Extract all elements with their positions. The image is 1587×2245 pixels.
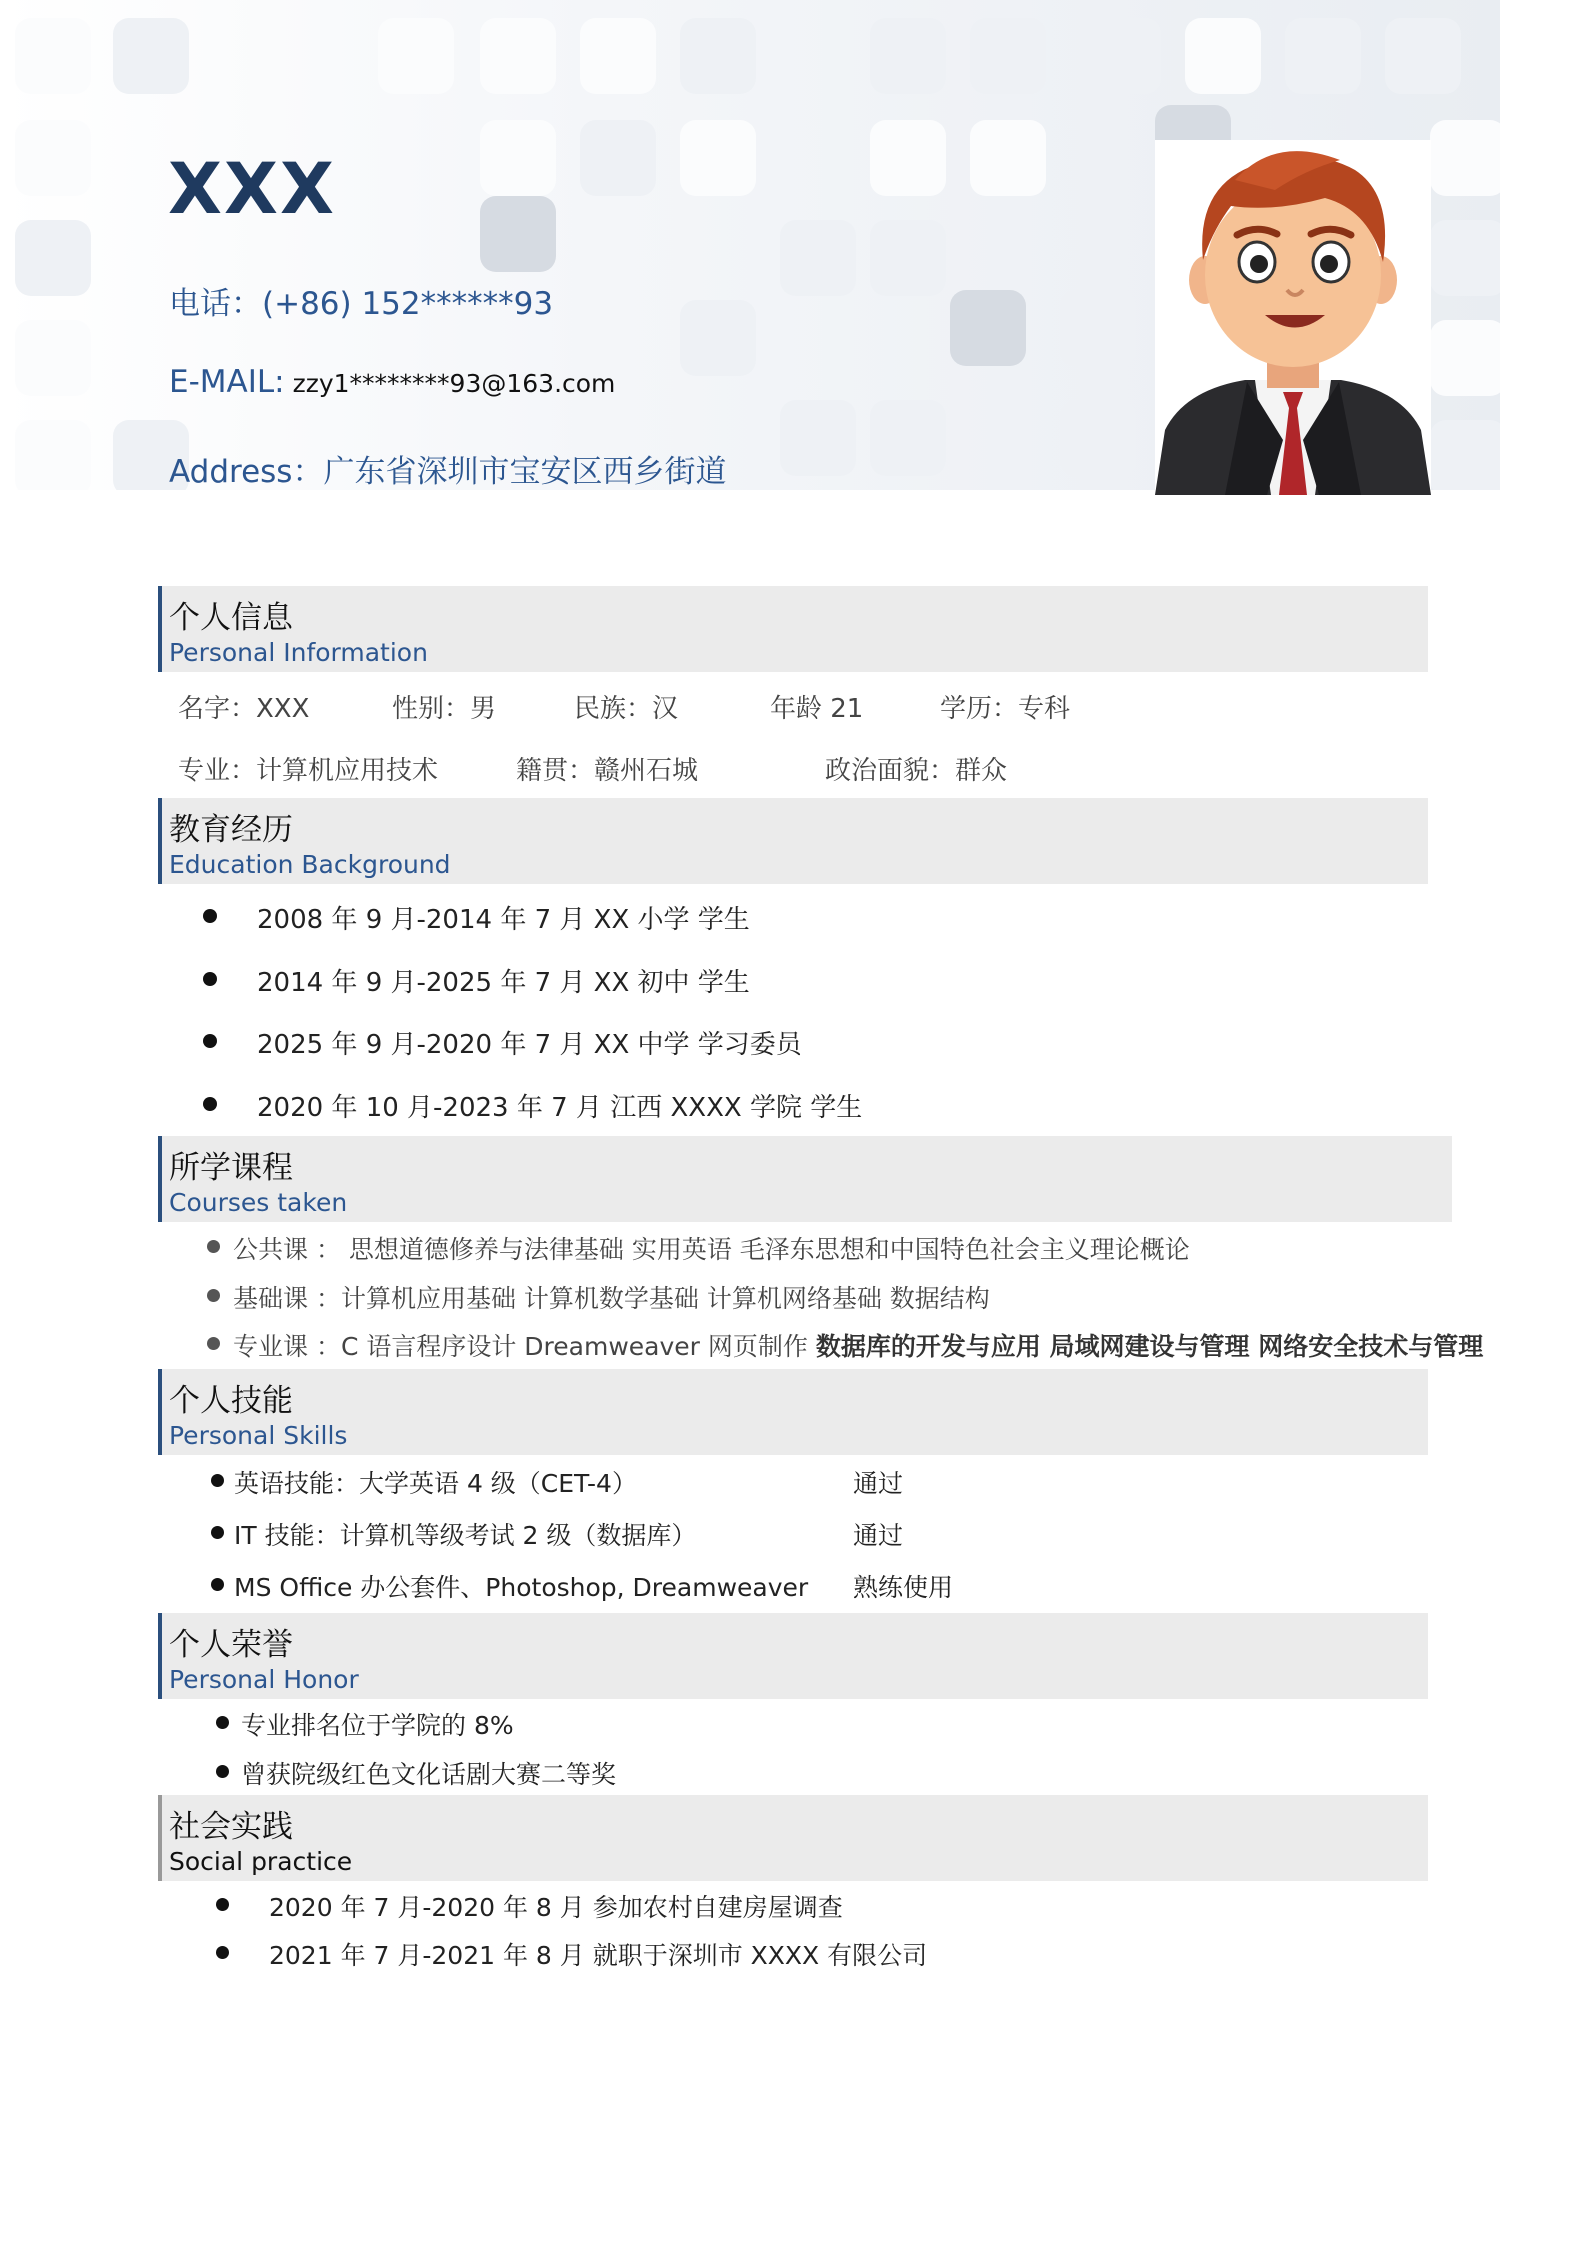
list-item: 2014 年 9 月-2025 年 7 月 XX 初中 学生 <box>257 968 750 998</box>
section-accent-bar <box>158 586 162 672</box>
course-label: 基础课 ： <box>233 1284 341 1313</box>
info-hometown: 籍贯：赣州石城 <box>516 756 699 786</box>
bullet-dot-icon <box>203 1034 217 1048</box>
section-title-zh: 教育经历 <box>169 812 293 848</box>
section-skills <box>158 1369 1428 1455</box>
bullet-dot-icon <box>211 1526 224 1539</box>
course-row-major <box>233 1327 1483 1363</box>
course-highlight: 数据库的开发与应用 局域网建设与管理 网络安全技术与管理 <box>815 1332 1484 1361</box>
section-title-en: Personal Honor <box>169 1665 359 1694</box>
section-accent-bar <box>158 1369 162 1455</box>
section-education <box>158 798 1428 884</box>
list-item: 专业排名位于学院的 8% <box>241 1711 514 1740</box>
course-row-public <box>233 1230 1190 1266</box>
email-value: zzy1********93@163.com <box>292 369 616 398</box>
bullet-dot-icon <box>216 1946 229 1959</box>
course-label: 公共课 ： <box>233 1235 341 1264</box>
list-item: 2021 年 7 月-2021 年 8 月 就职于深圳市 XXXX 有限公司 <box>269 1941 928 1970</box>
bullet-dot-icon <box>216 1898 229 1911</box>
section-title-zh: 个人信息 <box>169 600 293 636</box>
bullet-dot-icon <box>203 972 217 986</box>
bullet-dot-icon <box>216 1716 229 1729</box>
list-item: 2008 年 9 月-2014 年 7 月 XX 小学 学生 <box>257 905 750 935</box>
info-gender: 性别：男 <box>392 694 497 724</box>
skill-level: 通过 <box>853 1469 904 1498</box>
bullet-dot-icon <box>216 1765 229 1778</box>
skill-name: 英语技能：大学英语 4 级（CET-4） <box>234 1469 637 1498</box>
section-title-zh: 社会实践 <box>169 1809 293 1845</box>
section-title-zh: 个人荣誉 <box>169 1627 293 1663</box>
info-education: 学历：专科 <box>940 694 1071 724</box>
course-text: 思想道德修养与法律基础 实用英语 毛泽东思想和中国特色社会主义理论概论 <box>340 1235 1190 1264</box>
list-item: 2020 年 7 月-2020 年 8 月 参加农村自建房屋调查 <box>269 1893 843 1922</box>
avatar-illustration-icon <box>1155 140 1431 495</box>
section-title-zh: 个人技能 <box>169 1383 293 1419</box>
bullet-dot-icon <box>203 1097 217 1111</box>
list-item: 2020 年 10 月-2023 年 7 月 江西 XXXX 学院 学生 <box>257 1093 863 1123</box>
section-title-zh: 所学课程 <box>169 1150 293 1186</box>
bullet-dot-icon <box>203 909 217 923</box>
skill-level: 熟练使用 <box>853 1573 954 1602</box>
section-title-en: Personal Skills <box>169 1421 348 1450</box>
list-item: 曾获院级红色文化话剧大赛二等奖 <box>241 1760 617 1789</box>
section-title-en: Personal Information <box>169 638 428 667</box>
section-accent-bar <box>158 1136 162 1222</box>
section-title-en: Social practice <box>169 1847 353 1876</box>
section-title-en: Education Background <box>169 850 451 879</box>
section-accent-bar <box>158 1795 162 1881</box>
skill-level: 通过 <box>853 1521 904 1550</box>
section-practice <box>158 1795 1428 1881</box>
info-age: 年龄 21 <box>770 694 864 724</box>
section-personal-info <box>158 586 1428 672</box>
section-accent-bar <box>158 1613 162 1699</box>
course-label: 专业课 ： <box>233 1332 341 1361</box>
bullet-dot-icon <box>207 1240 220 1253</box>
section-title-en: Courses taken <box>169 1188 348 1217</box>
address-line: Address：广东省深圳市宝安区西乡街道 <box>169 454 727 490</box>
section-honor <box>158 1613 1428 1699</box>
info-political: 政治面貌：群众 <box>825 756 1008 786</box>
bullet-dot-icon <box>207 1289 220 1302</box>
phone-line: 电话：(+86) 152******93 <box>169 286 554 322</box>
avatar <box>1155 140 1431 495</box>
email-label: E-MAIL: <box>169 364 285 400</box>
bullet-dot-icon <box>211 1578 224 1591</box>
bullet-dot-icon <box>207 1337 220 1350</box>
section-courses <box>158 1136 1452 1222</box>
info-name: 名字：XXX <box>178 694 310 724</box>
section-accent-bar <box>158 798 162 884</box>
candidate-name: XXX <box>168 148 336 230</box>
skill-name: MS Office 办公套件、Photoshop, Dreamweaver <box>234 1573 809 1602</box>
course-text: C 语言程序设计 Dreamweaver 网页制作 <box>340 1332 816 1361</box>
skill-name: IT 技能：计算机等级考试 2 级（数据库） <box>234 1521 697 1550</box>
list-item: 2025 年 9 月-2020 年 7 月 XX 中学 学习委员 <box>257 1030 802 1060</box>
email-line <box>169 364 615 400</box>
course-text: 计算机应用基础 计算机数学基础 计算机网络基础 数据结构 <box>340 1284 990 1313</box>
info-major: 专业：计算机应用技术 <box>178 756 439 786</box>
info-ethnicity: 民族：汉 <box>574 694 679 724</box>
bullet-dot-icon <box>211 1474 224 1487</box>
course-row-basic <box>233 1279 990 1315</box>
